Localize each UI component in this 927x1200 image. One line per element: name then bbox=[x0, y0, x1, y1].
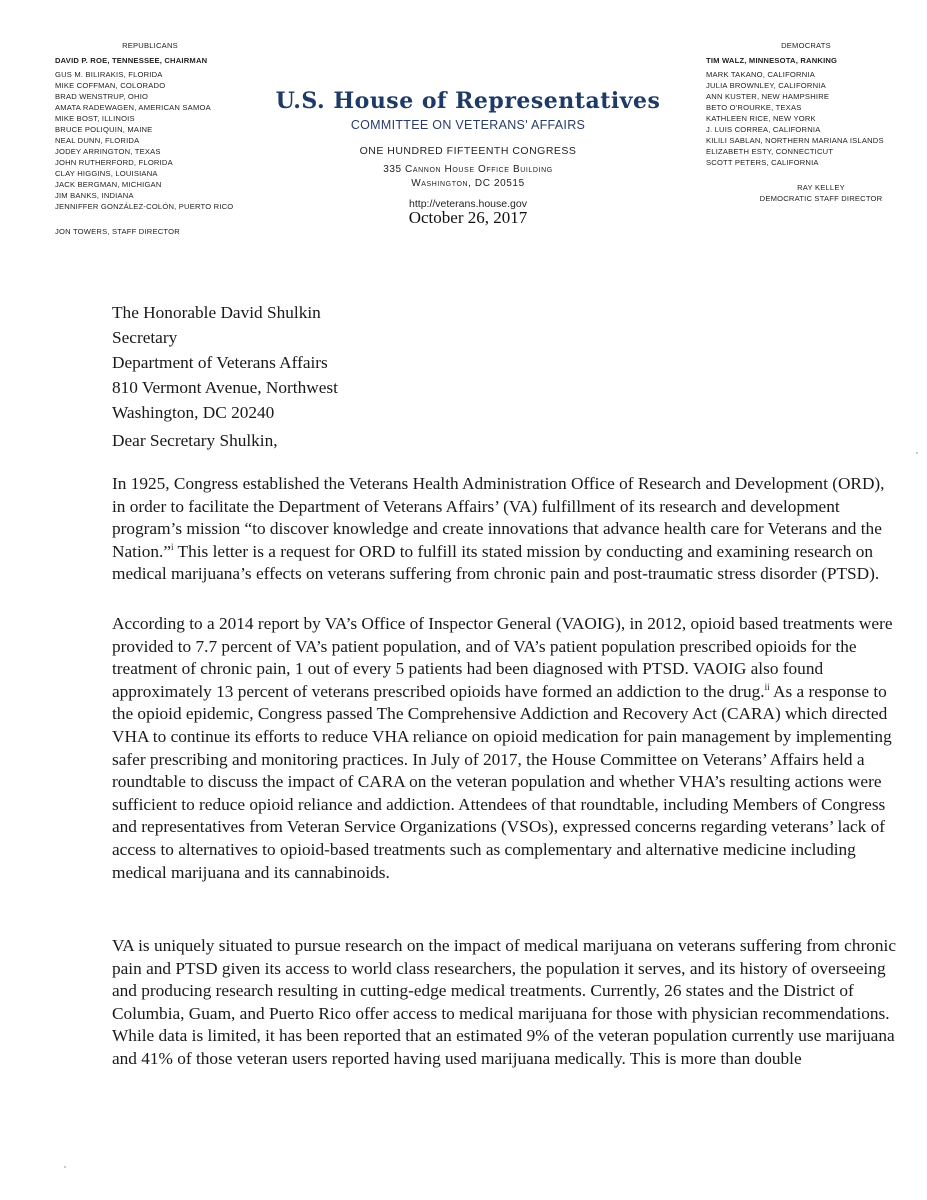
paragraph-text: This letter is a request for ORD to fulfill its stated mission by conducting and examining research on medical marijuana’s effects on veterans suffering from chronic pain and post-traumatic stress disorder (PTSD). bbox=[112, 541, 880, 584]
house-title: U.S. House of Representatives bbox=[275, 88, 661, 114]
paragraph-3 bbox=[112, 935, 902, 1071]
member-name: JULIA BROWNLEY, CALIFORNIA bbox=[706, 81, 826, 90]
member-name: MARK TAKANO, CALIFORNIA bbox=[706, 70, 815, 79]
recipient-line: Washington, DC 20240 bbox=[112, 403, 275, 422]
recipient-line: Secretary bbox=[112, 328, 178, 347]
member-name: BRUCE POLIQUIN, MAINE bbox=[55, 125, 153, 134]
member-name: CLAY HIGGINS, LOUISIANA bbox=[55, 169, 158, 178]
paragraph-2 bbox=[112, 613, 902, 884]
member-name: MIKE COFFMAN, COLORADO bbox=[55, 81, 166, 90]
footnote-marker: i bbox=[171, 542, 174, 553]
paragraph-text: According to a 2014 report by VA’s Office of Inspector General (VAOIG), in 2012, opioid based treatments were provided to 7.7 percent of VA’s patient population, and of VA’s patient population prescribed opioids for the treatment of chronic pain, 1 out of every 5 patients had been diagnosed with PTSD. VAOIG also found approximately 13 percent of veterans prescribed opioids have formed an addiction to the drug. bbox=[112, 614, 893, 701]
staff-director-name: RAY KELLEY bbox=[797, 183, 845, 192]
member-name: J. LUIS CORREA, CALIFORNIA bbox=[706, 125, 821, 134]
member-name: ANN KUSTER, NEW HAMPSHIRE bbox=[706, 92, 830, 101]
democrats-heading: DEMOCRATS bbox=[781, 41, 831, 50]
letter-date: October 26, 2017 bbox=[408, 208, 528, 227]
address-line-1: 335 Cannon House Office Building bbox=[383, 164, 553, 175]
salutation: Dear Secretary Shulkin, bbox=[112, 431, 278, 450]
republicans-heading: REPUBLICANS bbox=[122, 41, 178, 50]
member-name: KILILI SABLAN, NORTHERN MARIANA ISLANDS bbox=[706, 136, 884, 145]
recipient-line: Department of Veterans Affairs bbox=[112, 353, 328, 372]
chairman-name: DAVID P. ROE, TENNESSEE, CHAIRMAN bbox=[55, 56, 208, 65]
ranking-member-name: TIM WALZ, MINNESOTA, RANKING bbox=[706, 56, 838, 65]
member-name: KATHLEEN RICE, NEW YORK bbox=[706, 114, 816, 123]
recipient-address bbox=[112, 300, 902, 425]
scan-speck bbox=[64, 1166, 66, 1168]
republican-roster bbox=[55, 40, 245, 237]
footnote-marker: ii bbox=[764, 682, 770, 693]
member-name: BRAD WENSTRUP, OHIO bbox=[55, 92, 149, 101]
recipient-line: The Honorable David Shulkin bbox=[112, 303, 321, 322]
member-name: BETO O'ROURKE, TEXAS bbox=[706, 103, 802, 112]
paragraph-text: VA is uniquely situated to pursue research on the impact of medical marijuana on veterans suffering from chronic pain and PTSD given its access to world class researchers, the population it serves, and its history of overseeing and producing research resulting in cutting-edge medical treatments. Currently, 26 states and the District of Columbia, Guam, and Puerto Rico offer access to medical marijuana for those with physician recommendations. While data is limited, it has been reported that an estimated 9% of the veteran population currently use marijuana and 41% of those veteran users reported having used marijuana medically. This is more than double bbox=[112, 936, 896, 1068]
member-name: MIKE BOST, ILLINOIS bbox=[55, 114, 135, 123]
member-name: JENNIFFER GONZÁLEZ-COLÓN, PUERTO RICO bbox=[55, 202, 234, 211]
member-name: JIM BANKS, INDIANA bbox=[55, 191, 134, 200]
member-name: GUS M. BILIRAKIS, FLORIDA bbox=[55, 70, 163, 79]
committee-name: COMMITTEE ON VETERANS' AFFAIRS bbox=[350, 118, 586, 132]
paragraph-1 bbox=[112, 473, 902, 586]
address-line-2: Washington, DC 20515 bbox=[411, 178, 525, 189]
democrat-roster bbox=[706, 40, 906, 204]
staff-director-title: DEMOCRATIC STAFF DIRECTOR bbox=[759, 194, 883, 203]
member-name: NEAL DUNN, FLORIDA bbox=[55, 136, 140, 145]
staff-director: JON TOWERS, STAFF DIRECTOR bbox=[55, 227, 180, 236]
paragraph-text: As a response to the opioid epidemic, Congress passed The Comprehensive Addiction and Recovery Act (CARA) which directed VHA to continue its efforts to reduce VHA reliance on opioid medication for pain management by implementing safer prescribing and monitoring practices. In July of 2017, the House Committee on Veterans’ Affairs held a roundtable to discuss the impact of CARA on the veteran population and whether VHA’s resulting actions were sufficient to reduce opioid reliance and addiction. Attendees of that roundtable, including Members of Congress and representatives from Veteran Service Organizations (VSOs), expressed concerns regarding veterans’ lack of access to alternatives to opioid-based treatments such as complementary and alternative medicine including medical marijuana and its cannabinoids. bbox=[112, 681, 892, 882]
letterhead bbox=[268, 88, 668, 228]
website-link[interactable]: http://veterans.house.gov bbox=[409, 198, 527, 210]
congress-line: ONE HUNDRED FIFTEENTH CONGRESS bbox=[359, 145, 577, 157]
member-name: ELIZABETH ESTY, CONNECTICUT bbox=[706, 147, 834, 156]
scan-speck bbox=[916, 452, 918, 454]
paragraph-text: In 1925, Congress established the Veterans Health Administration Office of Research and Development (ORD), in order to facilitate the Department of Veterans Affairs’ (VA) fulfillment of its research and development program’s mission “to discover knowledge and create innovations that advance health care for Veterans and the Nation.” bbox=[112, 474, 885, 561]
member-name: JODEY ARRINGTON, TEXAS bbox=[55, 147, 161, 156]
recipient-line: 810 Vermont Avenue, Northwest bbox=[112, 378, 338, 397]
member-name: JOHN RUTHERFORD, FLORIDA bbox=[55, 158, 173, 167]
member-name: SCOTT PETERS, CALIFORNIA bbox=[706, 158, 819, 167]
member-name: JACK BERGMAN, MICHIGAN bbox=[55, 180, 162, 189]
democratic-staff-block bbox=[706, 182, 906, 204]
member-name: AMATA RADEWAGEN, AMERICAN SAMOA bbox=[55, 103, 211, 112]
